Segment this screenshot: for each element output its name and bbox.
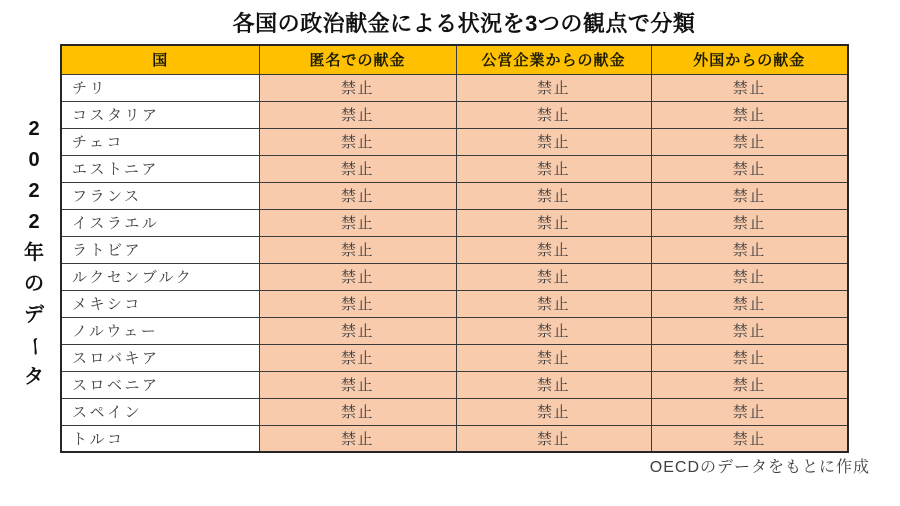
year-note-char: の (24, 273, 44, 295)
table-row (61, 182, 848, 209)
value-cell: 禁止 (259, 344, 456, 371)
value-cell: 禁止 (456, 74, 651, 101)
value-cell: 禁止 (651, 425, 848, 452)
year-note-char: 年 (24, 242, 44, 264)
value-cell: 禁止 (259, 236, 456, 263)
value-cell: 禁止 (651, 101, 848, 128)
value-cell: 禁止 (651, 182, 848, 209)
table-row (61, 371, 848, 398)
year-note-char: タ (24, 366, 44, 388)
value-cell: 禁止 (456, 425, 651, 452)
value-cell: 禁止 (259, 155, 456, 182)
value-cell: 禁止 (456, 155, 651, 182)
value-cell: 禁止 (259, 101, 456, 128)
country-cell: コスタリア (61, 101, 259, 128)
year-note-char: 0 (28, 149, 40, 171)
value-cell: 禁止 (259, 128, 456, 155)
value-cell: 禁止 (651, 209, 848, 236)
country-cell: ノルウェー (61, 317, 259, 344)
country-cell: チリ (61, 74, 259, 101)
value-cell: 禁止 (651, 344, 848, 371)
value-cell: 禁止 (456, 371, 651, 398)
country-cell: スペイン (61, 398, 259, 425)
table-row (61, 209, 848, 236)
value-cell: 禁止 (651, 263, 848, 290)
country-cell: ルクセンブルク (61, 263, 259, 290)
donations-table (60, 44, 849, 453)
country-cell: メキシコ (61, 290, 259, 317)
year-note-vertical (19, 114, 49, 393)
table-row (61, 290, 848, 317)
value-cell: 禁止 (456, 398, 651, 425)
value-cell: 禁止 (651, 155, 848, 182)
value-cell: 禁止 (259, 290, 456, 317)
value-cell: 禁止 (456, 182, 651, 209)
value-cell: 禁止 (456, 317, 651, 344)
chart-title: 各国の政治献金による状況を3つの観点で分類 (232, 11, 696, 36)
table-row (61, 344, 848, 371)
value-cell: 禁止 (456, 128, 651, 155)
value-cell: 禁止 (456, 209, 651, 236)
table-row (61, 74, 848, 101)
country-cell: スロバキア (61, 344, 259, 371)
table-row (61, 398, 848, 425)
value-cell: 禁止 (651, 290, 848, 317)
value-cell: 禁止 (259, 182, 456, 209)
value-cell: 禁止 (651, 128, 848, 155)
column-header-foreign: 外国からの献金 (651, 45, 848, 74)
table-row (61, 425, 848, 452)
country-cell: エストニア (61, 155, 259, 182)
value-cell: 禁止 (259, 209, 456, 236)
value-cell: 禁止 (651, 371, 848, 398)
country-cell: フランス (61, 182, 259, 209)
value-cell: 禁止 (259, 263, 456, 290)
table-row (61, 128, 848, 155)
header-row (61, 45, 848, 74)
table-row (61, 101, 848, 128)
column-header-public-enterprise: 公営企業からの献金 (456, 45, 651, 74)
country-cell: スロベニア (61, 371, 259, 398)
value-cell: 禁止 (456, 290, 651, 317)
source-note: OECDのデータをもとに作成 (649, 459, 870, 476)
value-cell: 禁止 (259, 425, 456, 452)
value-cell: 禁止 (651, 74, 848, 101)
value-cell: 禁止 (651, 398, 848, 425)
value-cell: 禁止 (259, 317, 456, 344)
year-note-char: デ (24, 304, 44, 326)
value-cell: 禁止 (456, 263, 651, 290)
value-cell: 禁止 (456, 236, 651, 263)
country-cell: トルコ (61, 425, 259, 452)
value-cell: 禁止 (456, 344, 651, 371)
value-cell: 禁止 (456, 101, 651, 128)
year-note-char: ー (23, 336, 46, 357)
value-cell: 禁止 (259, 371, 456, 398)
country-cell: ラトビア (61, 236, 259, 263)
value-cell: 禁止 (259, 74, 456, 101)
table-row (61, 155, 848, 182)
table-row (61, 263, 848, 290)
column-header-country: 国 (61, 45, 259, 74)
table-row (61, 317, 848, 344)
year-note-char: 2 (28, 180, 40, 202)
value-cell: 禁止 (259, 398, 456, 425)
country-cell: イスラエル (61, 209, 259, 236)
table-row (61, 236, 848, 263)
year-note-char: 2 (28, 211, 40, 233)
country-cell: チェコ (61, 128, 259, 155)
value-cell: 禁止 (651, 236, 848, 263)
year-note-char: 2 (28, 118, 40, 140)
column-header-anonymous: 匿名での献金 (259, 45, 456, 74)
value-cell: 禁止 (651, 317, 848, 344)
